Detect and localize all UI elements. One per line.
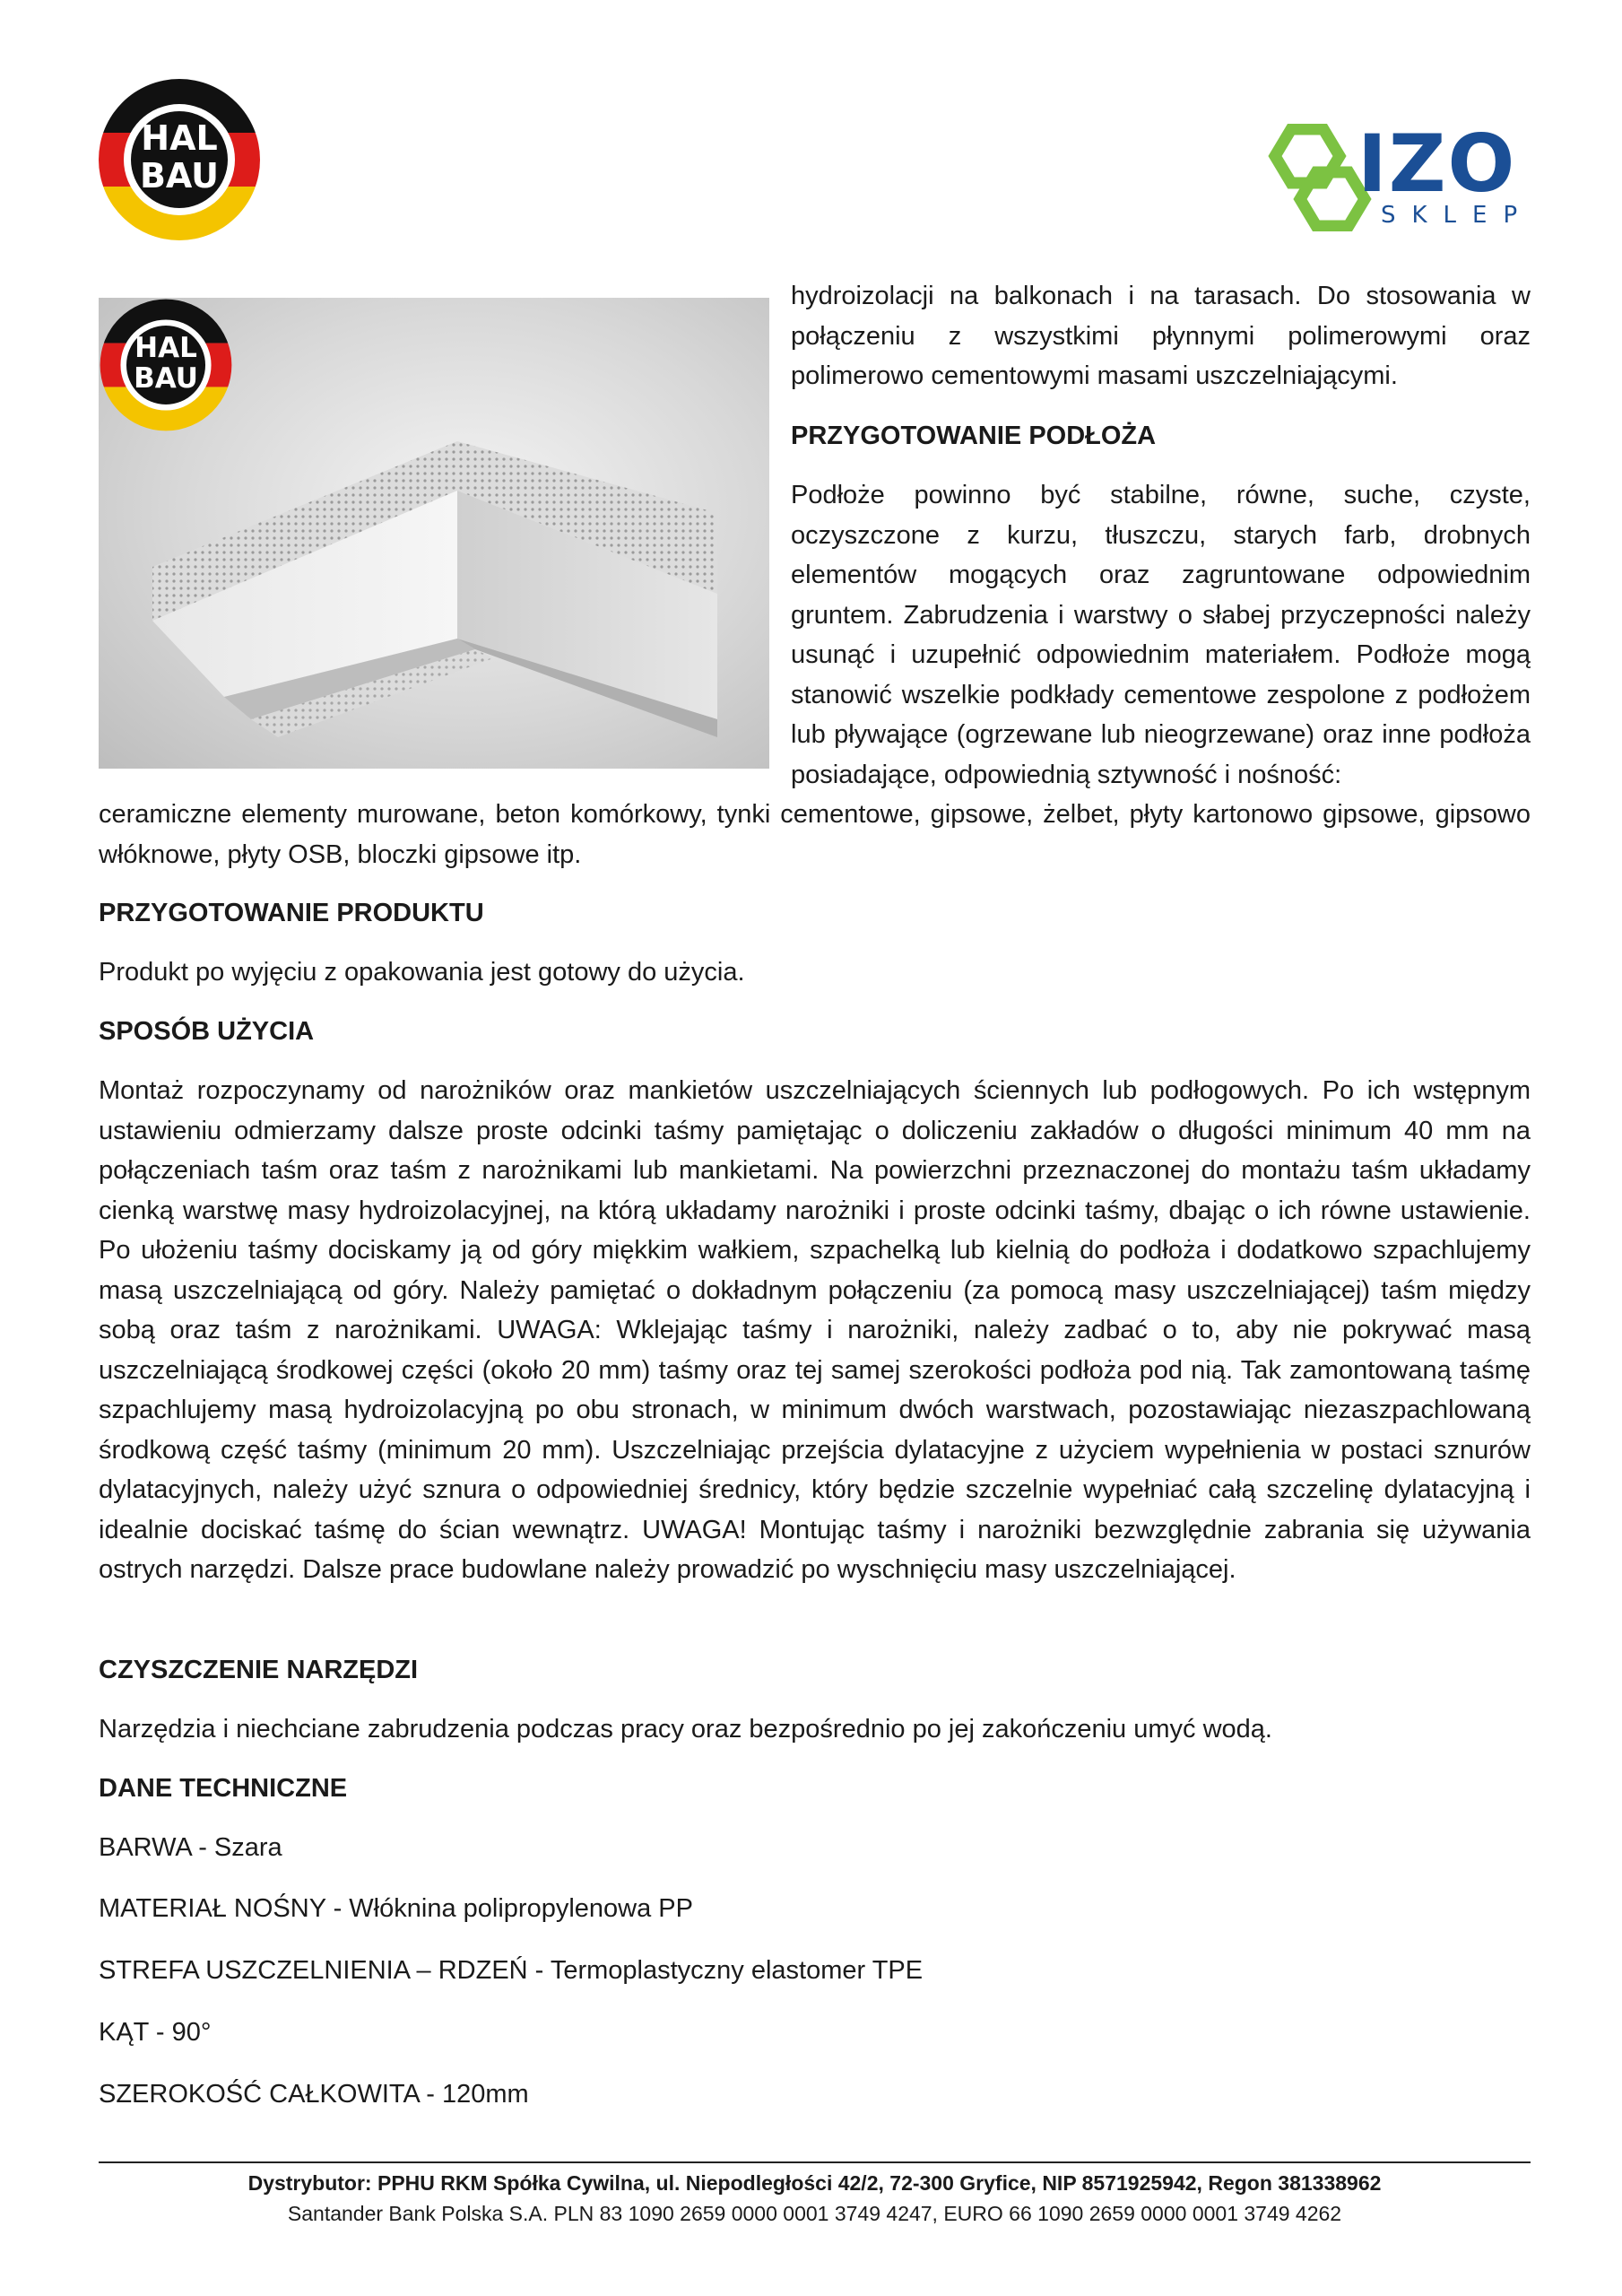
- footer-distributor: Dystrybutor: PPHU RKM Spółka Cywilna, ul. Niepodległości 42/2, 72-300 Gryfice, NIP 8571925942, Regon 381338962: [247, 2171, 1382, 2195]
- heading-przygotowanie-produktu: PRZYGOTOWANIE PRODUKTU: [99, 899, 484, 927]
- heading-czyszczenie-narzedzi: CZYSZCZENIE NARZĘDZI: [99, 1656, 419, 1684]
- intro-paragraph: hydroizolacji na balkonach i na tarasach. Do stosowania w połączeniu z wszystkimi płynnymi polimerowymi oraz polimerowo cementowymi masami uszczelniającymi.: [791, 282, 1531, 390]
- footer-bank: Santander Bank Polska S.A. PLN 83 1090 2659 0000 0001 3749 4247, EURO 66 1090 2659 0000 0001 3749 4262: [287, 2202, 1342, 2225]
- spec-item: STREFA USZCZELNIENIA – RDZEŃ - Termoplastyczny elastomer TPE: [99, 1956, 924, 1985]
- halbau-logo-bottom-text: BAU: [139, 156, 220, 196]
- product-image: [99, 298, 769, 769]
- halbau-logo-top-text: HAL: [141, 118, 218, 158]
- spec-item: MATERIAŁ NOŚNY - Włóknina polipropylenowa PP: [99, 1894, 693, 1923]
- czyszczenie-paragraph: Narzędzia i niechciane zabrudzenia podczas pracy oraz bezpośrednio po jej zakończeniu umyć wodą.: [99, 1715, 1272, 1744]
- heading-sposob-uzycia: SPOSÓB UŻYCIA: [99, 1017, 315, 1046]
- image-halbau-top-text: HAL: [134, 332, 197, 364]
- produkt-paragraph: Produkt po wyjęciu z opakowania jest gotowy do użycia.: [99, 958, 745, 987]
- heading-dane-techniczne: DANE TECHNICZNE: [99, 1774, 348, 1803]
- izo-logo-main-text: IZO: [1357, 117, 1517, 210]
- halbau-logo: [97, 77, 262, 242]
- heading-przygotowanie-podloza: PRZYGOTOWANIE PODŁOŻA: [791, 422, 1157, 450]
- podloze-paragraph-full: ceramiczne elementy murowane, beton komórkowy, tynki cementowe, gipsowe, żelbet, płyty kartonowo gipsowe, gipsowo włóknowe, płyty OSB, bloczki gipsowe itp.: [99, 800, 1531, 869]
- image-halbau-bottom-text: BAU: [134, 362, 198, 395]
- image-halbau-logo: [99, 298, 233, 432]
- footer-divider: [99, 2161, 1531, 2163]
- izo-sklep-logo: [1264, 117, 1534, 231]
- podloze-paragraph-right: Podłoże powinno być stabilne, równe, suche, czyste, oczyszczone z kurzu, tłuszczu, starych farb, drobnych elementów mogących oraz zagruntowane odpowiednim gruntem. Zabrudzenia i warstwy o słabej przyczepności należy usunąć i uzupełnić odpowiednim materiałem. Podłoże mogą stanowić wszelkie podkłady cementowe zespolone z podłożem lub pływające (ogrzewane lub nieogrzewane) oraz inne podłoża posiadające, odpowiednią sztywność i nośność:: [791, 481, 1531, 789]
- spec-item: SZEROKOŚĆ CAŁKOWITA - 120mm: [99, 2080, 529, 2109]
- spec-item: BARWA - Szara: [99, 1833, 282, 1862]
- izo-hexagon-icon: [1264, 124, 1372, 231]
- izo-logo-sub-text: SKLEP: [1381, 202, 1534, 229]
- uzycie-paragraph: Montaż rozpoczynamy od narożników oraz mankietów uszczelniających ściennych lub podłogowych. Po ich wstępnym ustawieniu odmierzamy dalsze proste odcinki taśmy pamiętając o doliczeniu zakładów o długości minimum 40 mm na połączeniach taśm oraz taśm z narożnikami lub mankietami. Na powierzchni przeznaczonej do montażu taśm układamy cienką warstwę masy hydroizolacyjnej, na którą układamy narożniki i proste odcinki taśmy, dbając o ich równe ustawienie. Po ułożeniu taśmy dociskamy ją od góry miękkim wałkiem, szpachelką lub kielnią do podłoża i dodatkowo szpachlujemy masą uszczelniającą od góry. Należy pamiętać o dokładnym połączeniu (za pomocą masy uszczelniającej) taśm między sobą oraz taśm z narożnikami. UWAGA: Wklejając taśmy i narożniki, należy zadbać o to, aby nie pokrywać masą uszczelniającą środkowej części (około 20 mm) taśmy oraz tej samej szerokości podłoża pod nią. Tak zamontowaną taśmę szpachlujemy masą hydroizolacyjną po obu stronach, w minimum dwóch warstwach, pozostawiając niezaszpachlowaną środkową część taśmy (minimum 20 mm). Uszczelniając przejścia dylatacyjne z użyciem wypełnienia w postaci sznurów dylatacyjnych, należy użyć sznura o odpowiedniej średnicy, który będzie szczelnie wypełniać całą szczelinę dylatacyjną i idealnie dociskać taśmę do ścian wewnątrz. UWAGA! Montując taśmy i narożniki bezwzględnie zabrania się używania ostrych narzędzi. Dalsze prace budowlane należy prowadzić po wyschnięciu masy uszczelniającej.: [99, 1076, 1531, 1584]
- spec-item: KĄT - 90°: [99, 2018, 212, 2047]
